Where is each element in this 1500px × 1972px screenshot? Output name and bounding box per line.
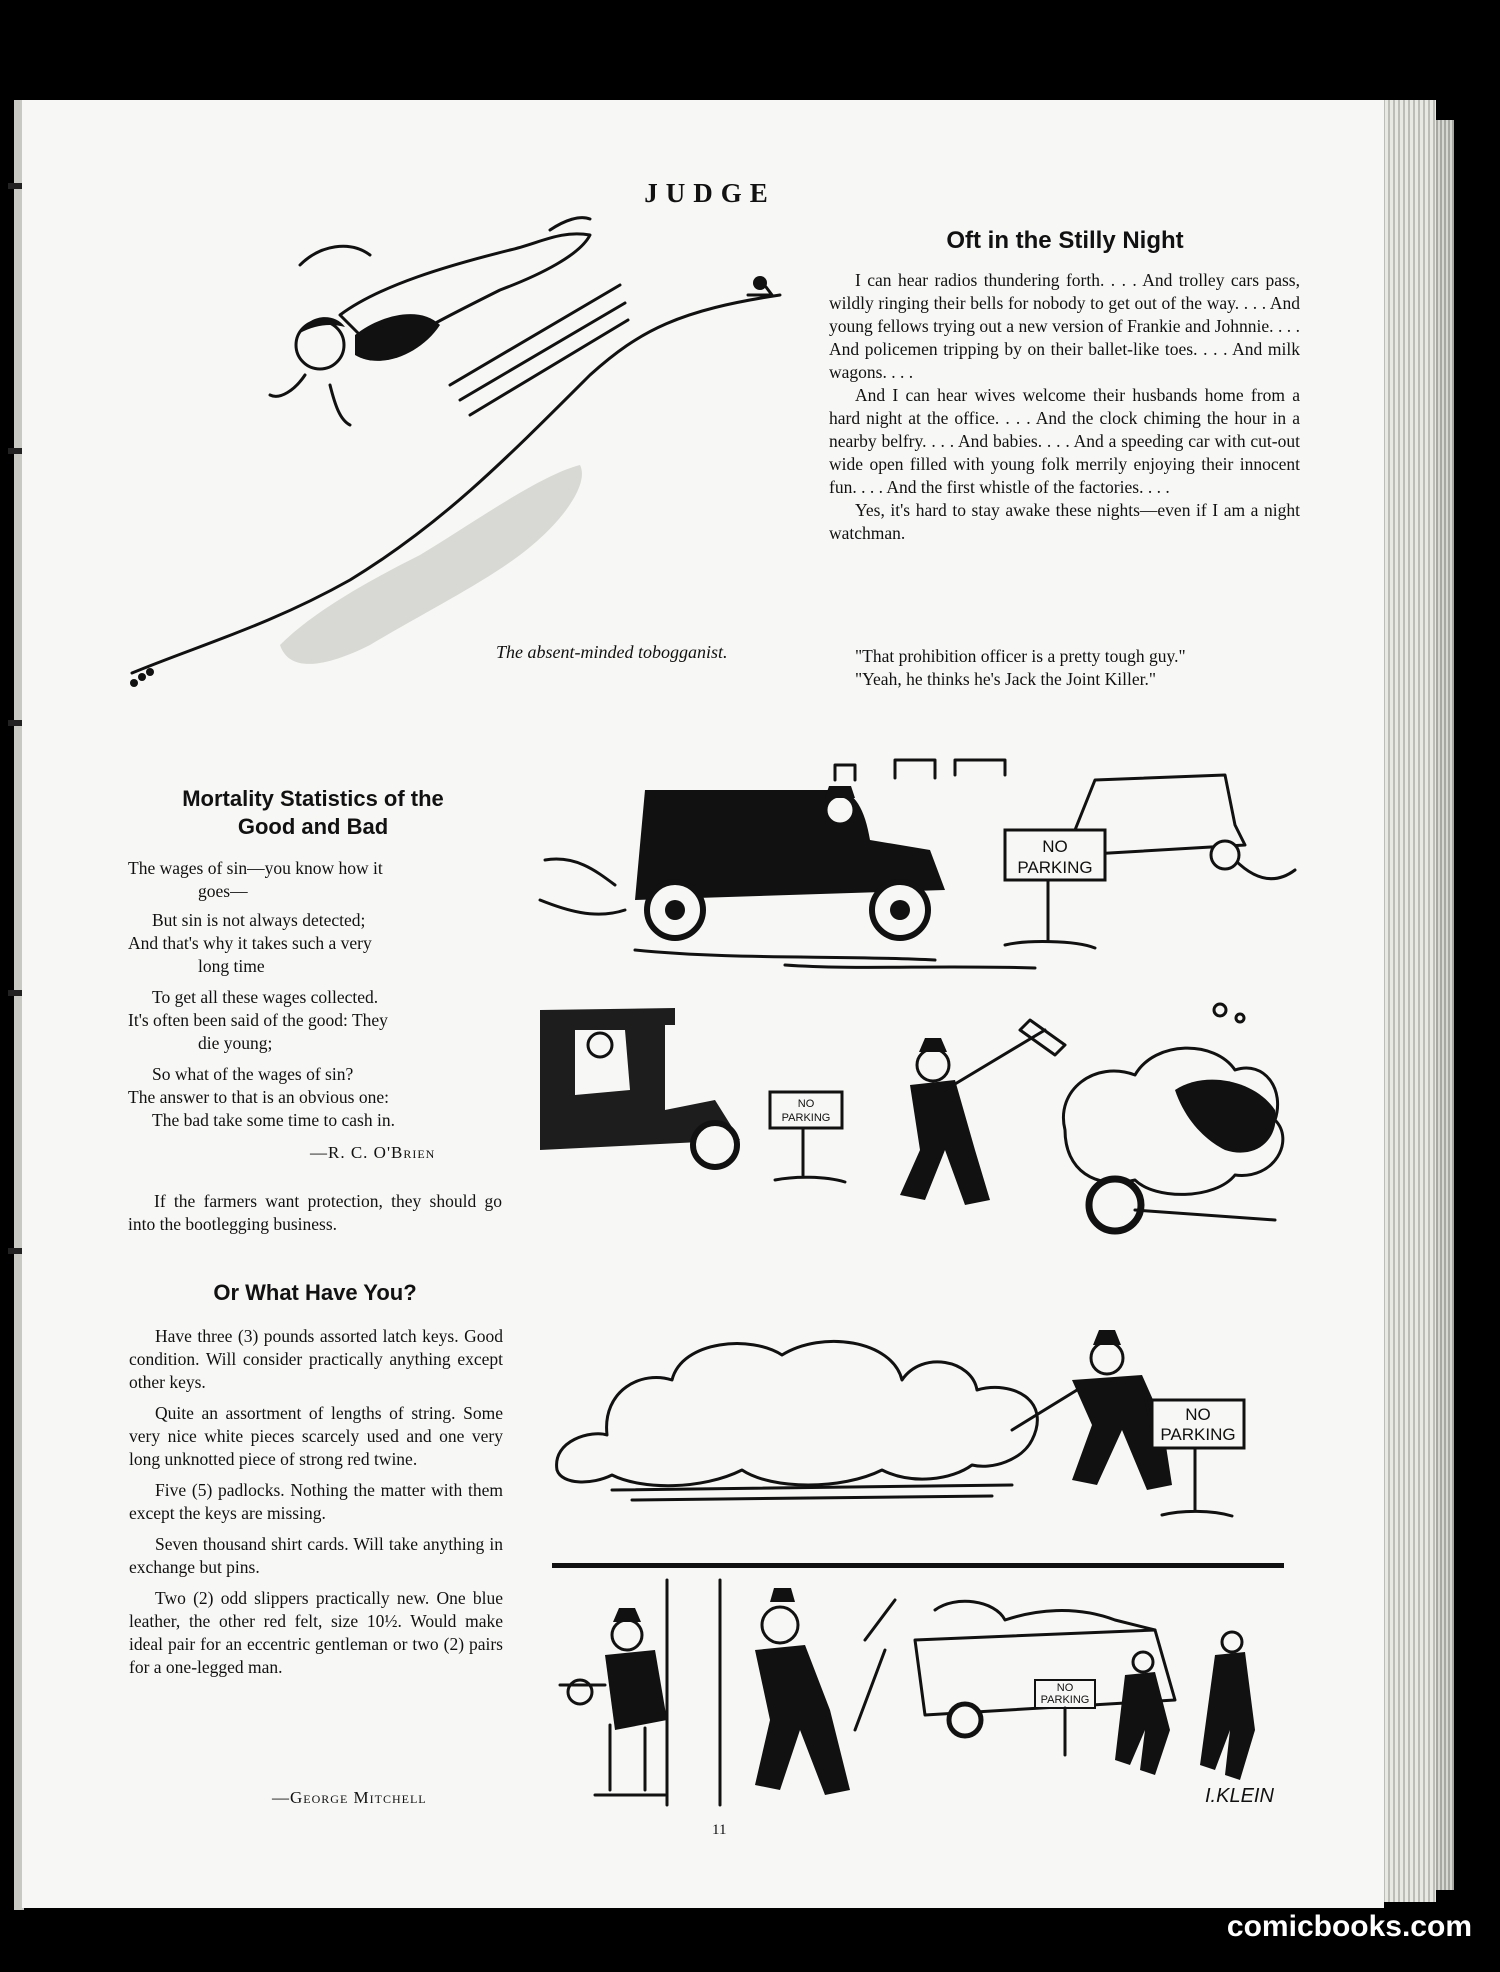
ad-paragraph: Seven thousand shirt cards. Will take anything in exchange but pins. (129, 1534, 503, 1577)
comic-panel-4 (555, 1580, 1295, 1810)
what-have-you-article (129, 1325, 503, 1679)
ad-paragraph: Have three (3) pounds assorted latch keys. Good condition. Will consider practically anything except other keys. (129, 1326, 503, 1392)
poem-line: And that's why it takes such a very (128, 933, 372, 953)
what-have-you-title: Or What Have You? (213, 1280, 417, 1305)
cartoon-caption: The absent-minded tobogganist. (496, 642, 728, 662)
poem-line: goes— (198, 881, 248, 901)
stilly-night-title: Oft in the Stilly Night (946, 227, 1184, 254)
sign-text: NO (1185, 1405, 1211, 1424)
ad-paragraph: Quite an assortment of lengths of string. Some very nice white pieces scarcely used and one very long unknotted piece of strong red twine. (129, 1403, 503, 1469)
stilly-night-paragraph: And I can hear wives welcome their husbands home from a hard night at the office. . . . And the clock chiming the hour in a nearby belfry. . . . And babies. . . . And a speeding car with cut-out wide open filled with young folk merrily enjoying their innocent fun. . . . And the first whistle of the factories. . . . (829, 385, 1300, 497)
page-stack (1380, 100, 1436, 1902)
mortality-title-line: Mortality Statistics of the (182, 786, 444, 811)
watermark: comicbooks.com (1226, 1910, 1472, 1943)
comic-panel-1 (535, 760, 1295, 980)
sign-text: PARKING (1040, 1694, 1090, 1706)
what-have-you-signature: —George Mitchell (272, 1788, 427, 1807)
poem-line: The bad take some time to cash in. (152, 1110, 395, 1130)
joke-line: "That prohibition officer is a pretty tough guy." (855, 646, 1186, 666)
farmers-joke (128, 1190, 502, 1236)
stilly-night-paragraph: I can hear radios thundering forth. . . . And trolley cars pass, wildly ringing their bells for nobody to get out of the way. . . . And young fellows trying out a new version of Frankie and Johnnie. . . . And policemen tripping by on their ballet-like toes. . . . And milk wagons. . . . (829, 270, 1300, 382)
poem-line: The answer to that is an obvious one: (128, 1087, 389, 1107)
mortality-title (128, 785, 498, 841)
sign-text: PARKING (781, 1112, 831, 1124)
poem-line: The wages of sin—you know how it (128, 858, 383, 878)
artist-signature: I.KLEIN (1205, 1785, 1274, 1807)
stilly-night-article (829, 269, 1300, 545)
poem-line: It's often been said of the good: They (128, 1010, 388, 1030)
ad-paragraph: Two (2) odd slippers practically new. One blue leather, the other red felt, size 10½. Would make ideal pair for an eccentric gentleman or two (2) pairs for a one-legged man. (129, 1588, 503, 1677)
sign-text: PARKING (1160, 1425, 1236, 1444)
joke-line: "Yeah, he thinks he's Jack the Joint Killer." (855, 669, 1156, 689)
mortality-title-line: Good and Bad (237, 814, 389, 839)
strip-divider (552, 1563, 1284, 1568)
joke-text: If the farmers want protection, they should go into the bootlegging business. (128, 1191, 502, 1234)
poem-line: But sin is not always detected; (152, 910, 366, 930)
poem-line: So what of the wages of sin? (152, 1064, 354, 1084)
sign-text: NO (797, 1098, 815, 1110)
page-number: 11 (712, 1822, 727, 1838)
mortality-signature: —R. C. O'Brien (310, 1143, 436, 1162)
sign-text: NO (1042, 837, 1068, 856)
comic-panel-2 (535, 1000, 1295, 1250)
poem-line: To get all these wages collected. (152, 987, 379, 1007)
comic-panel-3 (552, 1320, 1282, 1540)
masthead: JUDGE (644, 178, 776, 208)
sign-text: NO (1056, 1682, 1074, 1694)
sign-text: PARKING (1017, 858, 1093, 877)
poem-line: die young; (198, 1033, 273, 1053)
tobogganist-cartoon (120, 225, 800, 705)
prohibition-joke (829, 645, 1300, 691)
stilly-night-paragraph: Yes, it's hard to stay awake these nights—even if I am a night watchman. (829, 500, 1300, 543)
ad-paragraph: Five (5) padlocks. Nothing the matter with them except the keys are missing. (129, 1480, 503, 1523)
poem-line: long time (198, 956, 265, 976)
mortality-poem (128, 857, 503, 1132)
